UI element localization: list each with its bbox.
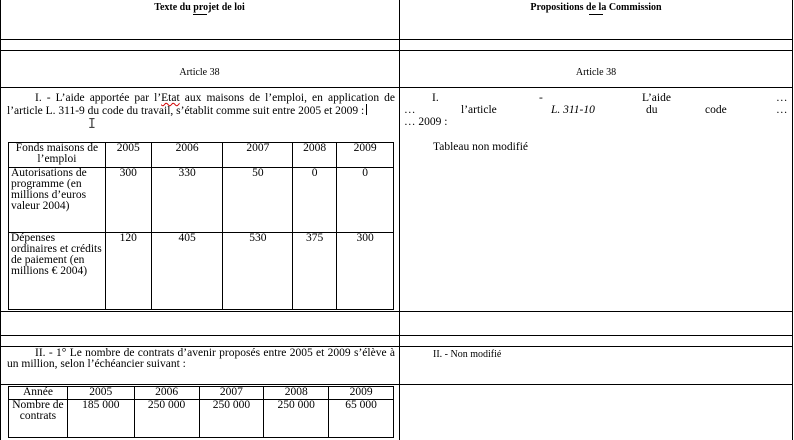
s1-right-w9: code <box>705 104 727 116</box>
s1-right-w11: … 2009 : <box>404 116 448 128</box>
header-right-dash <box>589 14 603 15</box>
section1-text-end: aux maisons de l’emploi, en application de l’article L. 311-9 du code du travail, s’établit comme suit entre 2005 et 2009 : <box>7 92 395 117</box>
table-funds-header-cell: 2005 <box>105 143 151 168</box>
header-left-dash <box>193 14 207 15</box>
frame-left <box>0 0 1 440</box>
table-row <box>9 233 394 310</box>
table-cell: 0 <box>337 168 394 233</box>
table-funds <box>8 142 394 310</box>
table-cell: 50 <box>223 168 293 233</box>
section2-right: II. - Non modifié <box>433 349 502 360</box>
table-cell: 300 <box>337 233 394 310</box>
table-row-label: Nombre de contrats <box>9 400 68 438</box>
table-cell: 375 <box>293 233 337 310</box>
table-contracts-header-cell: 2008 <box>264 387 329 400</box>
table-funds-header-cell: 2006 <box>151 143 223 168</box>
article-left: Article 38 <box>179 67 220 78</box>
header-left-text: Texte du projet de loi <box>154 2 245 13</box>
table-funds-header-cell: Fonds maisons de l’emploi <box>9 143 106 168</box>
table-contracts-header-cell: 2006 <box>134 387 199 400</box>
table-contracts-header-cell: 2005 <box>67 387 134 400</box>
row-line-4 <box>0 311 793 312</box>
ibeam-cursor-icon: I <box>88 117 96 132</box>
table-cell: 250 000 <box>264 400 329 438</box>
table-contracts-header-cell: Année <box>9 387 68 400</box>
row-line-2 <box>0 50 793 51</box>
table-note: Tableau non modifié <box>433 141 528 153</box>
table-cell: 530 <box>223 233 293 310</box>
table-funds-header-cell: 2008 <box>293 143 337 168</box>
table-funds-header-row <box>9 143 394 168</box>
section1-text-flagged: Etat <box>161 92 180 104</box>
s1-right-w10: … <box>776 104 788 116</box>
table-cell: 250 000 <box>134 400 199 438</box>
table-row-label: Dépenses ordinaires et crédits de paiement (en millions € 2004) <box>9 233 106 310</box>
table-cell: 65 000 <box>329 400 394 438</box>
row-line-7 <box>0 384 793 385</box>
table-cell: 300 <box>105 168 151 233</box>
text-cursor <box>366 104 367 115</box>
table-cell: 120 <box>105 233 151 310</box>
table-contracts-header-cell: 2007 <box>199 387 264 400</box>
header-right-text: Propositions de la Commission <box>530 2 662 13</box>
section1-left-paragraph[interactable] <box>7 93 395 117</box>
table-row-label: Autorisations de programme (en millions d’euros valeur 2004) <box>9 168 106 233</box>
s1-right-w5: … <box>404 104 416 116</box>
table-cell: 185 000 <box>67 400 134 438</box>
section1-text-start: I. - L’aide apportée par l’ <box>35 92 162 104</box>
table-funds-header-cell: 2009 <box>337 143 394 168</box>
s1-right-w3: L’aide <box>642 92 671 104</box>
s1-right-w7: L. 311-10 <box>551 104 595 116</box>
frame-right <box>792 0 793 440</box>
table-cell: 330 <box>151 168 223 233</box>
row-line-5 <box>0 335 793 336</box>
column-divider <box>399 0 400 440</box>
table-row <box>9 400 394 438</box>
article-right: Article 38 <box>575 67 617 78</box>
s1-right-w4: … <box>776 92 788 104</box>
row-line-1 <box>0 39 793 40</box>
table-cell: 405 <box>151 233 223 310</box>
s1-right-w8: du <box>646 104 658 116</box>
s1-right-w6: l’article <box>461 104 497 116</box>
section2-left-paragraph[interactable] <box>7 348 395 370</box>
s1-right-w1: I. <box>432 92 439 104</box>
s1-right-w2: - <box>539 92 543 104</box>
table-row <box>9 168 394 233</box>
table-funds-header-cell: 2007 <box>223 143 293 168</box>
table-contracts <box>8 386 394 438</box>
section2-text: II. - 1° Le nombre de contrats d’avenir proposés entre 2005 et 2009 s’élève à un million, selon l’échéancier suivant : <box>7 347 395 370</box>
header-right <box>400 2 792 15</box>
table-cell: 250 000 <box>199 400 264 438</box>
row-line-3 <box>0 87 793 88</box>
table-contracts-header-cell: 2009 <box>329 387 394 400</box>
header-left <box>0 2 399 15</box>
table-cell: 0 <box>293 168 337 233</box>
table-contracts-header-row <box>9 387 394 400</box>
